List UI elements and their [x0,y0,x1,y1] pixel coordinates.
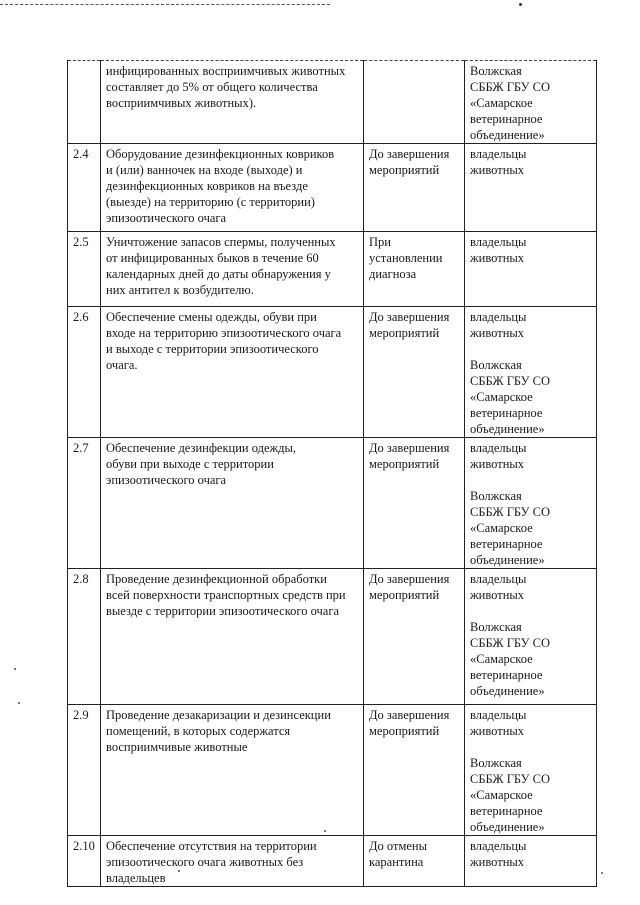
scan-speck [18,702,20,704]
responsible-parties: Волжская СББЖ ГБУ СО «Самарское ветеринарное объединение» [465,61,597,144]
table-row [68,307,597,438]
page-top-dashed-edge [0,4,330,5]
measure-deadline: До завершения мероприятий [364,705,465,836]
measure-deadline: До завершения мероприятий [364,307,465,438]
responsible-parties: владельцы животных [465,232,597,307]
row-number: 2.7 [68,438,101,569]
responsible-parties: владельцы животных Волжская СББЖ ГБУ СО «Самарское ветеринарное объединение» [465,705,597,836]
row-number: 2.9 [68,705,101,836]
measures-table [67,60,597,887]
measure-description: Уничтожение запасов спермы, полученных от инфицированных быков в течение 60 календарных дней до даты обнаружения у них антител к возбудителю. [101,232,364,307]
table-row [68,61,597,144]
table-row [68,569,597,705]
measure-deadline: До завершения мероприятий [364,569,465,705]
row-number: 2.4 [68,144,101,232]
measure-description: инфицированных восприимчивых животных составляет до 5% от общего количества восприимчивых животных). [101,61,364,144]
measure-deadline: До отмены карантина [364,836,465,887]
row-number: 2.10 [68,836,101,887]
table-row [68,836,597,887]
scan-speck [601,872,603,874]
row-number [68,61,101,144]
measure-description: Обеспечение смены одежды, обуви при входе на территорию эпизоотического очага и выходе с территории эпизоотического очага. [101,307,364,438]
table-row [68,232,597,307]
responsible-parties: владельцы животных Волжская СББЖ ГБУ СО «Самарское ветеринарное объединение» [465,569,597,705]
responsible-parties: владельцы животных Волжская СББЖ ГБУ СО «Самарское ветеринарное объединение» [465,307,597,438]
measure-description: Обеспечение дезинфекции одежды, обуви при выходе с территории эпизоотического очага [101,438,364,569]
row-number: 2.6 [68,307,101,438]
responsible-parties: владельцы животных [465,836,597,887]
table-row [68,438,597,569]
table-row [68,705,597,836]
scan-speck [14,668,16,670]
measure-deadline [364,61,465,144]
scan-speck [519,3,522,6]
responsible-parties: владельцы животных [465,144,597,232]
measure-description: Обеспечение отсутствия на территории эпизоотического очага животных без владельцев [101,836,364,887]
row-number: 2.8 [68,569,101,705]
scan-speck [178,870,180,872]
measure-deadline: При установлении диагноза [364,232,465,307]
measure-description: Проведение дезакаризации и дезинсекции помещений, в которых содержатся восприимчивые животные [101,705,364,836]
measure-description: Проведение дезинфекционной обработки всей поверхности транспортных средств при выезде с территории эпизоотического очага [101,569,364,705]
measure-description: Оборудование дезинфекционных ковриков и (или) ванночек на входе (выходе) и дезинфекционных ковриков на въезде (выезде) на территорию (с территории) эпизоотического очага [101,144,364,232]
measure-deadline: До завершения мероприятий [364,438,465,569]
responsible-parties: владельцы животных Волжская СББЖ ГБУ СО «Самарское ветеринарное объединение» [465,438,597,569]
scan-speck [324,830,326,832]
measure-deadline: До завершения мероприятий [364,144,465,232]
row-number: 2.5 [68,232,101,307]
table-row [68,144,597,232]
